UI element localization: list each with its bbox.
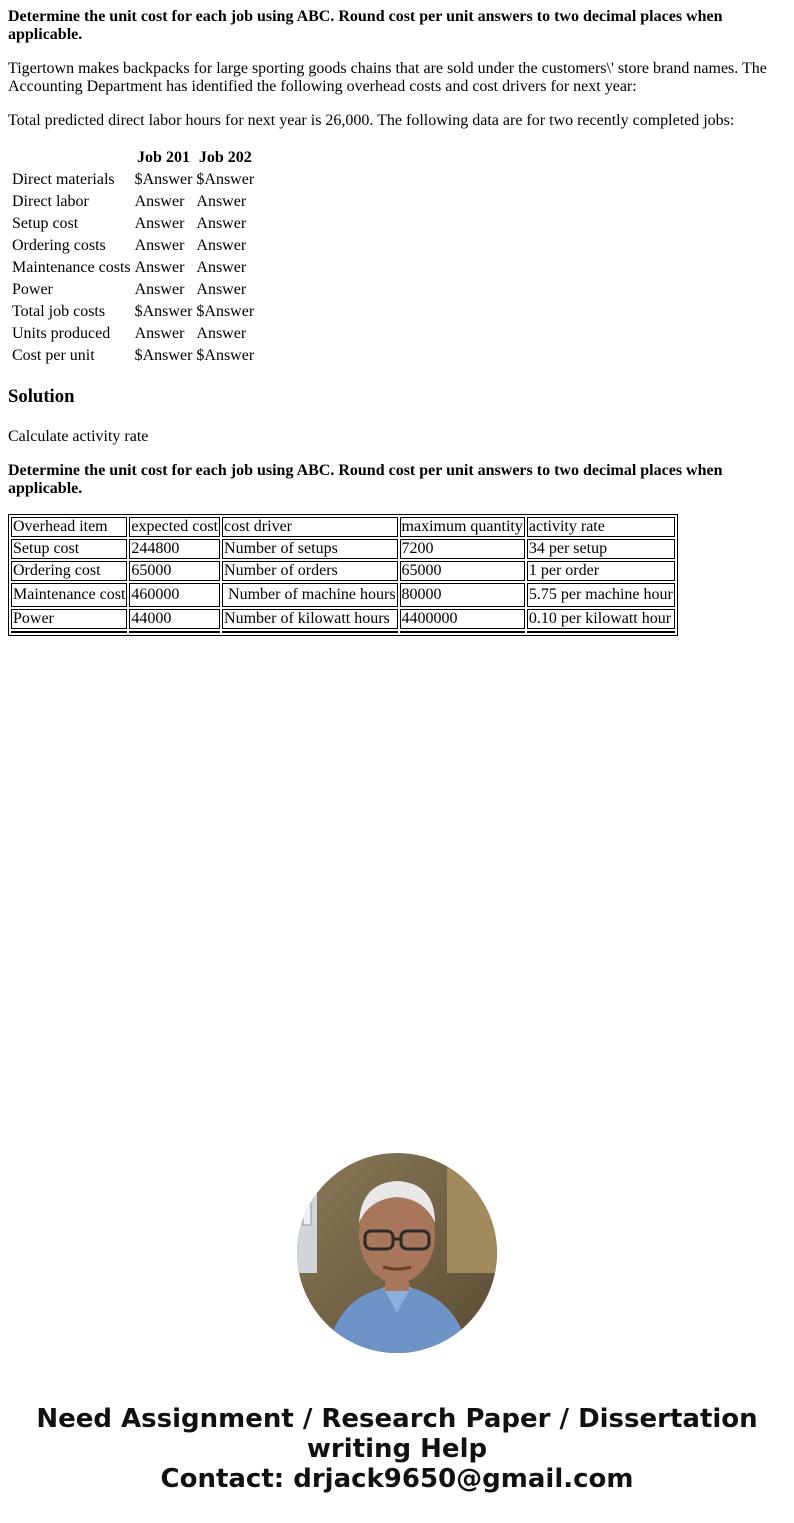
- labor-note: Total predicted direct labor hours for next year is 26,000. The following data are for two recently completed jobs:: [8, 112, 735, 129]
- promo-line-1: Need Assignment / Research Paper / Dissertation: [36, 1404, 758, 1434]
- promo-contact[interactable]: Contact: drjack9650@gmail.com: [160, 1464, 634, 1494]
- empty-row: [11, 631, 675, 633]
- rates-header-cell: expected cost: [131, 518, 219, 535]
- row-label: Cost per unit: [12, 347, 95, 364]
- answer-cell[interactable]: $Answer: [196, 303, 255, 320]
- table-cell: Number of kilowatt hours: [222, 609, 398, 629]
- answer-cell[interactable]: Answer: [196, 259, 247, 276]
- table-row: [11, 539, 675, 559]
- table-row: [11, 609, 675, 629]
- table-row: [11, 561, 675, 581]
- document-page: [0, 0, 794, 636]
- rates-header-cell: maximum quantity: [401, 518, 523, 535]
- rates-header-cell: activity rate: [527, 517, 675, 537]
- answer-cell[interactable]: $Answer: [196, 347, 255, 364]
- answer-cell[interactable]: Answer: [134, 281, 185, 298]
- empty-cell: [11, 631, 127, 633]
- table-cell: Setup cost: [11, 539, 127, 559]
- answer-cell[interactable]: Answer: [196, 325, 247, 342]
- empty-cell: [527, 631, 675, 633]
- table-cell: Maintenance cost: [11, 583, 127, 607]
- row-label: Units produced: [12, 325, 111, 342]
- table-row: [11, 324, 255, 344]
- solution-step: Calculate activity rate: [8, 428, 149, 445]
- answer-cell[interactable]: $Answer: [134, 347, 193, 364]
- table-cell: 0.10 per kilowatt hour: [527, 609, 675, 629]
- author-photo-icon: [297, 1153, 497, 1353]
- table-row: [11, 583, 675, 607]
- rates-header-row: [11, 517, 675, 537]
- row-label: Direct materials: [12, 171, 115, 188]
- table-cell: Number of setups: [222, 539, 398, 559]
- answer-cell[interactable]: Answer: [134, 259, 185, 276]
- table-cell: 44000: [129, 609, 220, 629]
- table-cell: 80000: [400, 583, 525, 607]
- table-row: [11, 170, 255, 190]
- table-row: [11, 192, 255, 212]
- table-cell: 5.75 per machine hour: [527, 583, 675, 607]
- author-avatar: [297, 1153, 497, 1353]
- jobs-table: [9, 146, 257, 368]
- row-label: Power: [12, 281, 53, 298]
- table-cell: 7200: [400, 539, 525, 559]
- answer-cell[interactable]: $Answer: [196, 171, 255, 188]
- answer-cell[interactable]: Answer: [196, 237, 247, 254]
- table-row: [11, 346, 255, 366]
- answer-cell[interactable]: Answer: [134, 237, 185, 254]
- jobs-header-cell: [11, 148, 132, 168]
- answer-cell[interactable]: Answer: [134, 193, 185, 210]
- table-cell: 460000: [129, 583, 220, 607]
- row-label: Total job costs: [12, 303, 106, 320]
- table-cell: 65000: [129, 561, 220, 581]
- jobs-header-cell: Job 202: [198, 149, 252, 166]
- solution-title: Solution: [8, 386, 75, 407]
- answer-cell[interactable]: Answer: [196, 215, 247, 232]
- table-cell: Power: [11, 609, 127, 629]
- answer-cell[interactable]: Answer: [134, 215, 185, 232]
- table-row: [11, 302, 255, 322]
- rates-header-cell: cost driver: [222, 517, 398, 537]
- table-row: [11, 280, 255, 300]
- row-label: Setup cost: [12, 215, 79, 232]
- promo-banner: [0, 1404, 794, 1494]
- row-label: Maintenance costs: [12, 259, 131, 276]
- table-cell: 4400000: [400, 609, 525, 629]
- table-cell: 1 per order: [527, 561, 675, 581]
- question-heading: Determine the unit cost for each job using ABC. Round cost per unit answers to two decimal places when applicable.: [8, 8, 723, 43]
- answer-cell[interactable]: $Answer: [134, 171, 193, 188]
- table-row: [11, 236, 255, 256]
- jobs-header-row: [11, 148, 255, 168]
- empty-cell: [400, 631, 525, 633]
- answer-cell[interactable]: Answer: [196, 281, 247, 298]
- answer-cell[interactable]: $Answer: [134, 303, 193, 320]
- row-label: Ordering costs: [12, 237, 106, 254]
- table-row: [11, 214, 255, 234]
- table-cell: Number of orders: [222, 561, 398, 581]
- question-intro: Tigertown makes backpacks for large sporting goods chains that are sold under the customers\' store brand names. The Accounting Department has identified the following overhead costs and cost drivers for next year:: [8, 60, 767, 95]
- activity-rate-table: [8, 514, 678, 636]
- table-cell: 65000: [400, 561, 525, 581]
- table-cell: 244800: [129, 539, 220, 559]
- empty-cell: [222, 631, 398, 633]
- answer-cell[interactable]: Answer: [196, 193, 247, 210]
- table-row: [11, 258, 255, 278]
- row-label: Direct labor: [12, 193, 89, 210]
- solution-heading: Determine the unit cost for each job using ABC. Round cost per unit answers to two decimal places when applicable.: [8, 462, 723, 497]
- table-cell: Number of machine hours: [222, 583, 398, 607]
- answer-cell[interactable]: Answer: [134, 325, 185, 342]
- table-cell: 34 per setup: [527, 539, 675, 559]
- rates-header-cell: Overhead item: [11, 517, 127, 537]
- promo-line-2: writing Help: [306, 1434, 488, 1464]
- table-cell: Ordering cost: [11, 561, 127, 581]
- empty-cell: [129, 631, 220, 633]
- jobs-header-cell: Job 201: [137, 149, 190, 166]
